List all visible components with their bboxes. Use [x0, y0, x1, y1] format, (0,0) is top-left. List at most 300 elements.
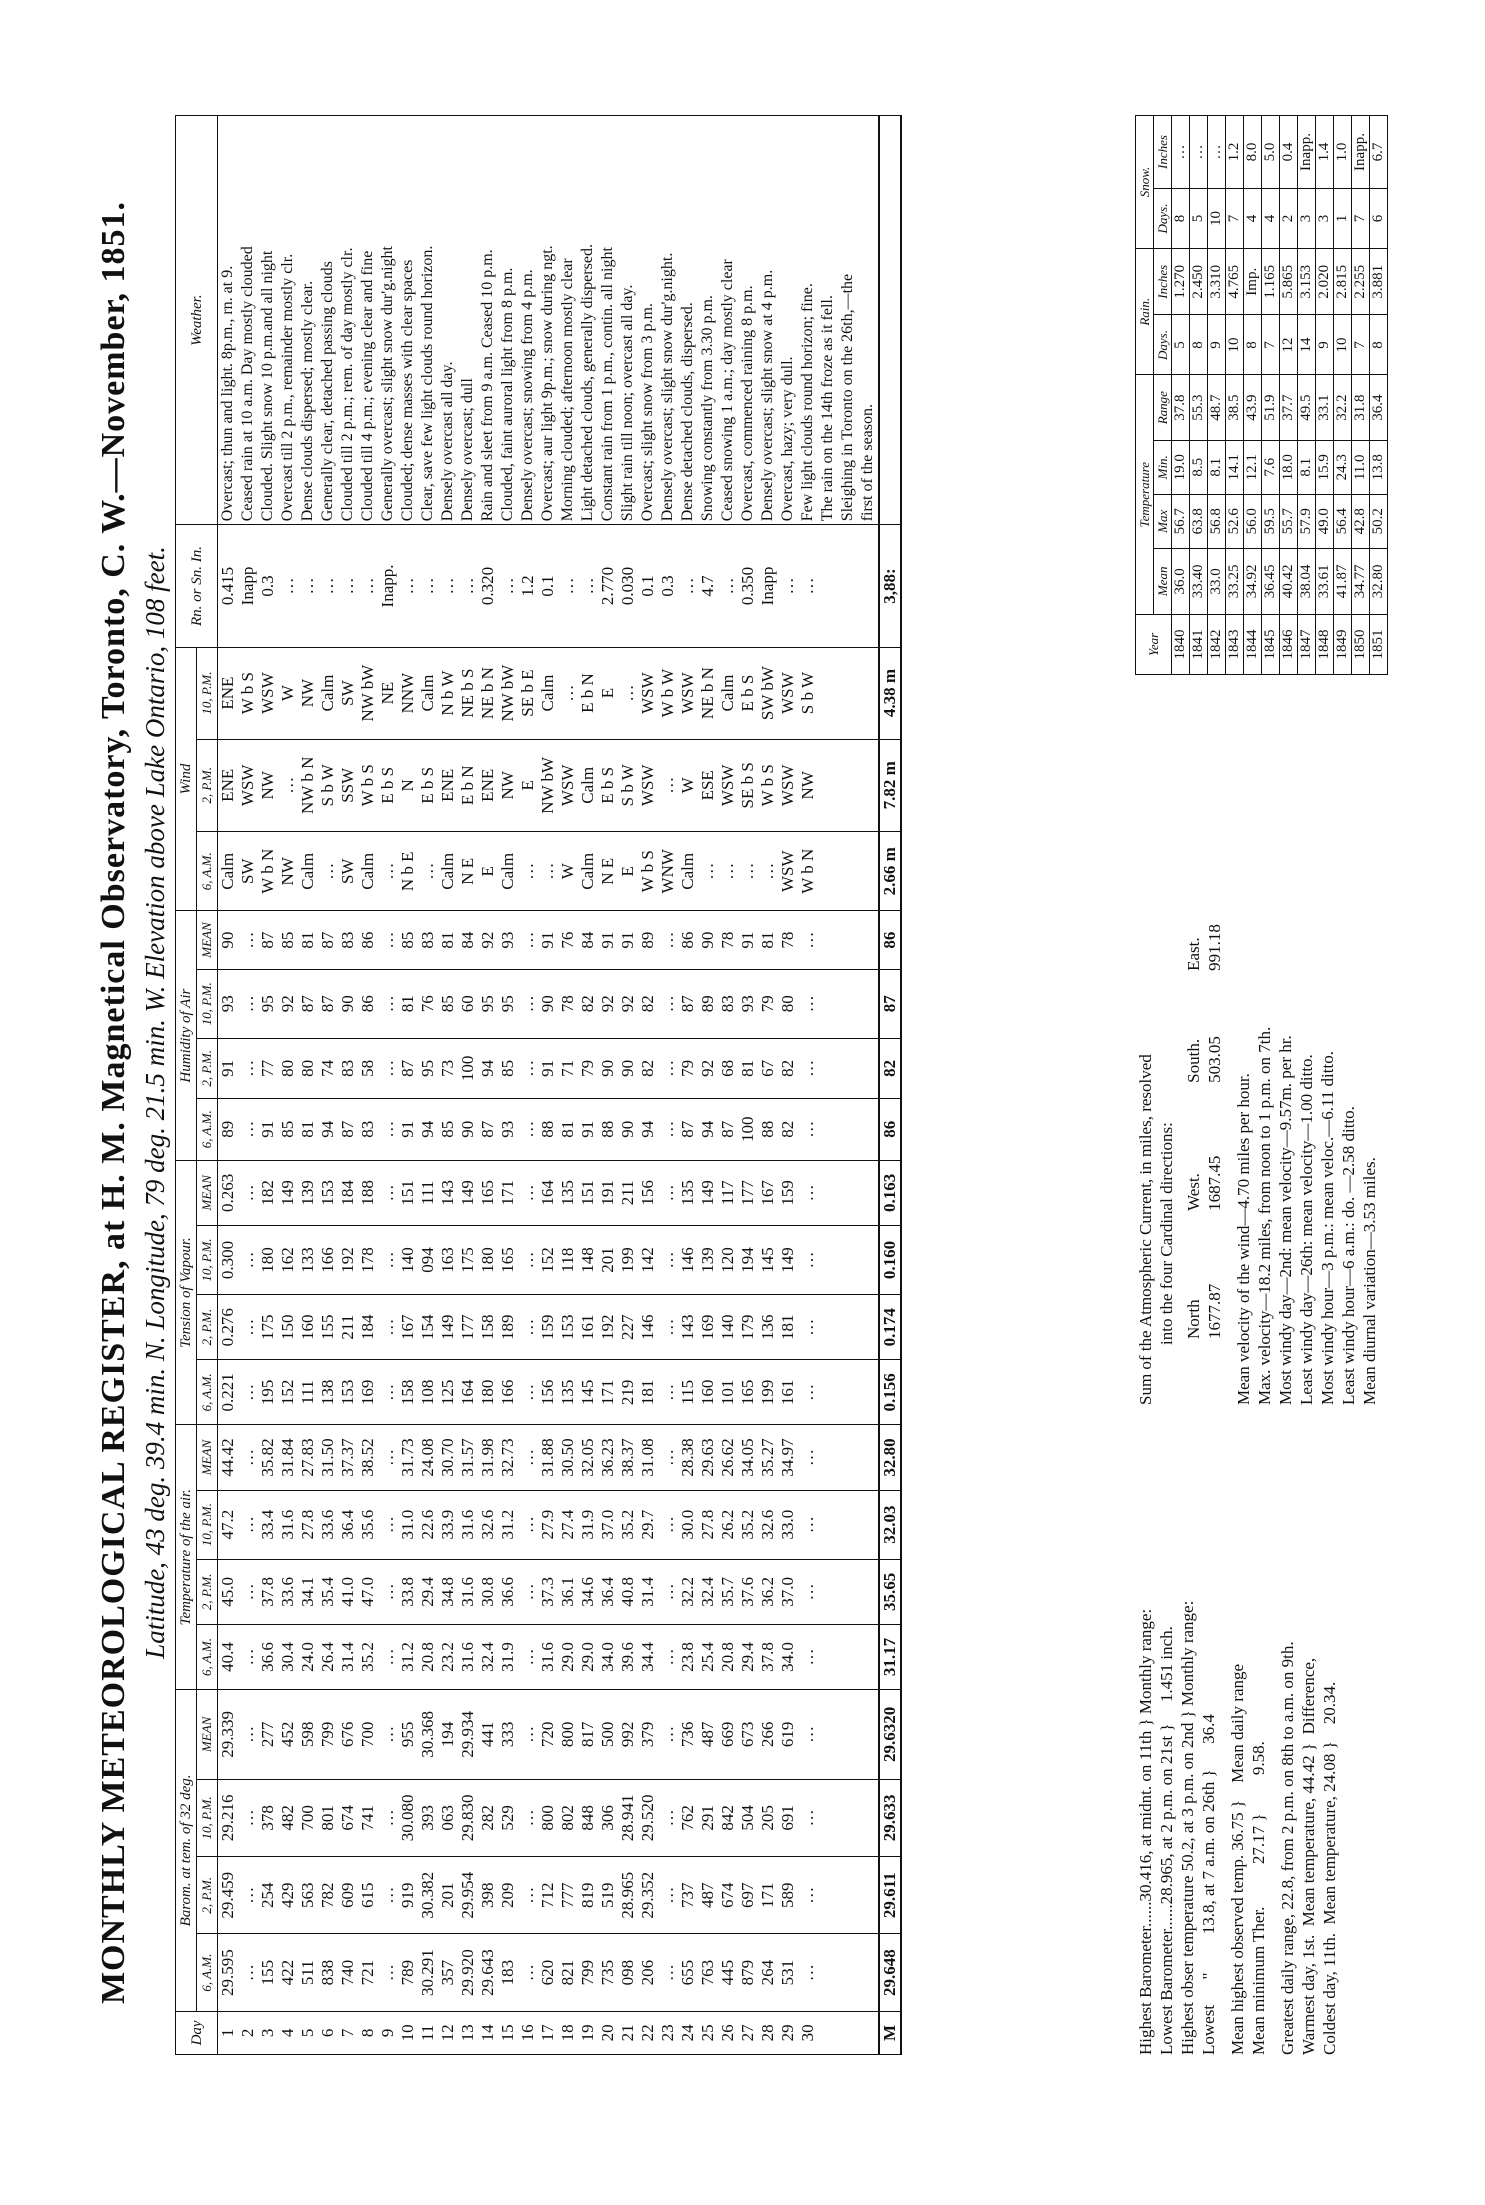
table-cell: 37.0	[778, 1559, 798, 1624]
comparison-row	[1280, 116, 1298, 675]
table-cell	[838, 1098, 858, 1160]
table-cell: 164	[538, 1160, 558, 1225]
weather-cell: Dense detached clouds, dispersed.	[678, 116, 698, 525]
table-cell: Inapp	[238, 525, 258, 647]
comparison-cell: 10	[1208, 189, 1226, 249]
table-cell: …	[618, 647, 638, 739]
table-cell: …	[798, 1425, 818, 1490]
wind-summary-line: Most windy hour—3 p.m.: mean veloc.—6.11 ditto.	[1318, 1051, 1337, 1405]
table-cell: 189	[498, 1295, 518, 1360]
table-cell: WSW	[558, 739, 578, 832]
table-cell: 201	[438, 1857, 458, 1934]
table-cell: 19	[578, 2011, 598, 2054]
table-cell	[838, 1779, 858, 1856]
col-header: 10, P.M.	[197, 969, 218, 1038]
comparison-cell: 7	[1352, 189, 1370, 249]
col-header: Days.	[1154, 315, 1172, 375]
table-cell	[818, 1225, 838, 1294]
table-cell: 139	[698, 1225, 718, 1294]
table-cell: 821	[558, 1934, 578, 2011]
table-cell: 152	[278, 1360, 298, 1425]
table-cell: 149	[458, 1160, 478, 1225]
table-cell: 777	[558, 1857, 578, 1934]
table-cell: 142	[638, 1225, 658, 1294]
table-cell: Calm	[578, 832, 598, 911]
table-cell: 188	[358, 1160, 378, 1225]
table-cell: NW bW	[358, 647, 378, 739]
table-cell: SW	[338, 832, 358, 911]
comparison-cell: 2.450	[1190, 249, 1208, 315]
comparison-cell: 32.2	[1334, 375, 1352, 440]
comparison-row	[1172, 116, 1190, 675]
table-cell	[838, 1038, 858, 1098]
table-cell: 34.0	[778, 1624, 798, 1689]
table-cell: …	[658, 1038, 678, 1098]
total-cell: M	[879, 2011, 901, 2054]
table-cell: 206	[638, 1934, 658, 2011]
table-row	[278, 116, 298, 2055]
table-cell: 32.73	[498, 1425, 518, 1490]
comparison-cell: 8.0	[1244, 116, 1262, 189]
comparison-cell: 56.8	[1208, 494, 1226, 548]
table-cell: 94	[478, 1038, 498, 1098]
table-cell: 94	[418, 1098, 438, 1160]
table-cell: 0.320	[478, 525, 498, 647]
total-cell: 0.156	[879, 1360, 901, 1425]
col-header: 6, A.M.	[197, 1360, 218, 1425]
comparison-cell: 4	[1244, 189, 1262, 249]
table-cell: 29	[778, 2011, 798, 2054]
table-cell	[838, 2011, 858, 2054]
table-cell	[838, 1295, 858, 1360]
comparison-cell: 3.153	[1298, 249, 1316, 315]
table-cell: 676	[338, 1690, 358, 1780]
table-cell: 504	[738, 1779, 758, 1856]
table-cell: 598	[298, 1690, 318, 1780]
table-cell: …	[798, 1160, 818, 1225]
comparison-cell: 31.8	[1352, 375, 1370, 440]
table-cell: 33.4	[258, 1490, 278, 1559]
table-row	[418, 116, 438, 2055]
col-header: 10, P.M.	[197, 1779, 218, 1856]
table-cell: ENE	[218, 647, 239, 739]
table-cell: …	[238, 1559, 258, 1624]
table-cell: WSW	[718, 739, 738, 832]
table-cell: 3	[258, 2011, 278, 2054]
table-cell: 180	[258, 1225, 278, 1294]
table-cell: 32.4	[478, 1624, 498, 1689]
comparison-cell: 1849	[1334, 614, 1352, 674]
table-cell: 16	[518, 2011, 538, 2054]
table-cell: 29.643	[478, 1934, 498, 2011]
table-cell	[858, 1425, 879, 1490]
table-cell: 31.08	[638, 1425, 658, 1490]
table-cell: W b N	[258, 832, 278, 911]
table-cell: 0.263	[218, 1160, 239, 1225]
table-cell: 82	[638, 1038, 658, 1098]
table-cell: 171	[498, 1160, 518, 1225]
table-cell: 801	[318, 1779, 338, 1856]
temp-header: Temperature	[1136, 375, 1154, 614]
weather-cell: Dense clouds dispersed; mostly clear.	[298, 116, 318, 525]
comparison-cell: 33.61	[1316, 548, 1334, 614]
table-cell: W b S	[758, 739, 778, 832]
col-header: 10, P.M.	[197, 1225, 218, 1294]
table-cell: 90	[618, 1038, 638, 1098]
table-cell: 80	[298, 1038, 318, 1098]
comparison-cell: 40.42	[1280, 548, 1298, 614]
table-cell	[838, 1225, 858, 1294]
table-cell: Calm	[538, 647, 558, 739]
table-cell: 94	[638, 1098, 658, 1160]
table-cell: …	[658, 1225, 678, 1294]
comparison-cell: 5	[1172, 315, 1190, 375]
table-cell: 158	[478, 1295, 498, 1360]
table-cell: 91	[538, 1038, 558, 1098]
comparison-cell: 7	[1262, 315, 1280, 375]
table-cell: 73	[438, 1038, 458, 1098]
comparison-cell: 8	[1190, 315, 1208, 375]
comparison-cell: 0.4	[1280, 116, 1298, 189]
table-row	[258, 116, 278, 2055]
table-cell: …	[658, 1490, 678, 1559]
table-cell: 151	[398, 1160, 418, 1225]
table-cell: 40.8	[618, 1559, 638, 1624]
table-cell: 85	[438, 1098, 458, 1160]
table-cell: 91	[578, 1098, 598, 1160]
table-cell: 32.6	[478, 1490, 498, 1559]
table-cell: 782	[318, 1857, 338, 1934]
table-cell: Calm	[418, 647, 438, 739]
table-cell: N	[398, 739, 418, 832]
table-cell: 89	[638, 911, 658, 969]
table-cell: 135	[558, 1160, 578, 1225]
comparison-cell: 33.40	[1190, 548, 1208, 614]
table-cell: 277	[258, 1690, 278, 1780]
table-cell: NE b N	[478, 647, 498, 739]
table-cell: …	[538, 832, 558, 911]
table-cell: 27.9	[538, 1490, 558, 1559]
table-cell	[818, 1624, 838, 1689]
table-cell: 848	[578, 1779, 598, 1856]
comparison-cell: 49.0	[1316, 494, 1334, 548]
year-header: Year	[1136, 614, 1172, 674]
table-row	[838, 116, 858, 2055]
col-header: MEAN	[197, 1425, 218, 1490]
table-cell: 155	[318, 1295, 338, 1360]
table-cell: E b S	[378, 739, 398, 832]
direction-label: East.	[1184, 937, 1203, 971]
table-cell: …	[798, 525, 818, 647]
table-cell: 619	[778, 1690, 798, 1780]
comparison-cell: 1843	[1226, 614, 1244, 674]
table-cell: SSW	[338, 739, 358, 832]
table-cell: 80	[778, 969, 798, 1038]
temperature-header: Temperature of the air.	[176, 1425, 197, 1690]
table-cell: 60	[458, 969, 478, 1038]
table-cell: …	[238, 1690, 258, 1780]
table-cell: …	[758, 832, 778, 911]
table-cell: 135	[558, 1360, 578, 1425]
table-cell: …	[378, 1559, 398, 1624]
table-cell	[818, 1425, 838, 1490]
table-cell: 7	[338, 2011, 358, 2054]
table-cell: SW	[238, 832, 258, 911]
table-cell: WSW	[678, 647, 698, 739]
table-cell: WSW	[638, 739, 658, 832]
table-cell: ENE	[478, 739, 498, 832]
weather-cell: Densely overcast; slight snow dur'g.night.	[658, 116, 678, 525]
weather-cell: Slight rain till noon; overcast all day.	[618, 116, 638, 525]
table-cell: 30.368	[418, 1690, 438, 1780]
comparison-cell: 1850	[1352, 614, 1370, 674]
table-cell: 22	[638, 2011, 658, 2054]
table-cell: …	[578, 525, 598, 647]
table-cell: 1.2	[518, 525, 538, 647]
table-cell: WSW	[258, 647, 278, 739]
total-cell: 87	[879, 969, 901, 1038]
table-cell	[838, 1690, 858, 1780]
comparison-cell: 8.1	[1208, 440, 1226, 494]
table-row	[398, 116, 418, 2055]
table-cell: 87	[478, 1098, 498, 1160]
col-header: Min.	[1154, 440, 1172, 494]
table-cell: 29.595	[218, 1934, 239, 2011]
table-cell: 31.4	[638, 1559, 658, 1624]
table-cell: 90	[698, 911, 718, 969]
table-cell: 609	[338, 1857, 358, 1934]
table-cell: N E	[458, 832, 478, 911]
table-cell: N b E	[398, 832, 418, 911]
table-cell: 87	[258, 911, 278, 969]
summary-line: Coldest day, 11th. Mean temperature, 24.08 } 20.34.	[1320, 1681, 1339, 2055]
table-cell: NE b S	[458, 647, 478, 739]
table-cell: 94	[698, 1098, 718, 1160]
comparison-table	[1135, 115, 1388, 675]
table-cell: 166	[318, 1225, 338, 1294]
table-cell: 79	[678, 1038, 698, 1098]
table-cell: 88	[758, 1098, 778, 1160]
table-cell: 95	[478, 969, 498, 1038]
col-header: 10, P.M.	[197, 647, 218, 739]
table-cell: 620	[538, 1934, 558, 2011]
table-cell: 9	[378, 2011, 398, 2054]
table-cell: 58	[358, 1038, 378, 1098]
weather-cell: Clouded till 4 p.m.; evening clear and fine	[358, 116, 378, 525]
table-cell: 737	[678, 1857, 698, 1934]
table-cell: 31.6	[458, 1559, 478, 1624]
table-cell	[818, 1857, 838, 1934]
table-cell	[818, 647, 838, 739]
table-cell: Calm	[578, 739, 598, 832]
totals-row	[879, 116, 901, 2055]
table-cell: 84	[578, 911, 598, 969]
table-cell: …	[658, 1360, 678, 1425]
table-cell: 95	[258, 969, 278, 1038]
summary-section	[1135, 115, 1465, 2055]
table-cell: 291	[698, 1779, 718, 1856]
table-cell: …	[798, 1690, 818, 1780]
table-cell: 85	[398, 911, 418, 969]
table-cell: …	[518, 1490, 538, 1559]
comparison-cell: 1844	[1244, 614, 1262, 674]
table-cell: …	[378, 1690, 398, 1780]
table-cell: 41.0	[338, 1559, 358, 1624]
table-cell: 164	[458, 1360, 478, 1425]
table-cell: 44.42	[218, 1425, 239, 1490]
table-cell: 83	[338, 911, 358, 969]
table-cell: 25	[698, 2011, 718, 2054]
comparison-cell: 55.7	[1280, 494, 1298, 548]
table-cell: 165	[498, 1225, 518, 1294]
table-cell: 563	[298, 1857, 318, 1934]
table-cell: 47.0	[358, 1559, 378, 1624]
table-cell: 34.8	[438, 1559, 458, 1624]
table-cell: 179	[738, 1295, 758, 1360]
wind-summary-line: Mean diurnal variation—3.53 miles.	[1360, 1157, 1379, 1405]
table-cell: ENE	[438, 739, 458, 832]
table-cell: 098	[618, 1934, 638, 2011]
table-cell: 87	[338, 1098, 358, 1160]
table-cell: 145	[578, 1360, 598, 1425]
table-cell: …	[518, 1425, 538, 1490]
table-cell: 838	[318, 1934, 338, 2011]
table-cell: 36.23	[598, 1425, 618, 1490]
comparison-cell: 52.6	[1226, 494, 1244, 548]
table-cell: …	[238, 1360, 258, 1425]
table-cell	[818, 1934, 838, 2011]
table-cell: 81	[298, 911, 318, 969]
table-cell	[858, 1690, 879, 1780]
total-cell: 86	[879, 911, 901, 969]
table-cell	[858, 1490, 879, 1559]
table-cell: 100	[458, 1038, 478, 1098]
table-cell: 146	[678, 1225, 698, 1294]
table-cell: 153	[558, 1295, 578, 1360]
table-cell	[838, 1934, 858, 2011]
table-cell: 87	[718, 1098, 738, 1160]
table-cell: 34.0	[598, 1624, 618, 1689]
table-cell: Inapp	[758, 525, 778, 647]
table-cell: 30.70	[438, 1425, 458, 1490]
table-cell: NW b N	[298, 739, 318, 832]
weather-cell: Densely overcast all day.	[438, 116, 458, 525]
table-cell: 169	[358, 1360, 378, 1425]
table-cell: 393	[418, 1779, 438, 1856]
table-cell: …	[798, 1098, 818, 1160]
table-cell: 145	[758, 1225, 778, 1294]
table-cell	[858, 1225, 879, 1294]
col-header: Inches	[1154, 249, 1172, 315]
comparison-cell: 34.77	[1352, 548, 1370, 614]
table-cell: 169	[698, 1295, 718, 1360]
table-cell: S b W	[318, 739, 338, 832]
table-cell: 800	[558, 1690, 578, 1780]
wind-summary-line: Least windy day—26th: mean velocity—1.00 ditto.	[1297, 1054, 1316, 1405]
table-cell: 81	[438, 911, 458, 969]
table-cell: 85	[278, 1098, 298, 1160]
comparison-cell: 33.0	[1208, 548, 1226, 614]
table-cell: 37.8	[258, 1559, 278, 1624]
table-cell	[858, 525, 879, 647]
comparison-cell: 1840	[1172, 614, 1190, 674]
table-cell: 31.84	[278, 1425, 298, 1490]
table-cell: 171	[758, 1857, 778, 1934]
table-cell: Calm	[218, 832, 239, 911]
table-row	[658, 116, 678, 2055]
table-cell: NW	[798, 739, 818, 832]
table-cell: 30.080	[398, 1779, 418, 1856]
table-cell: …	[658, 1857, 678, 1934]
table-cell: 735	[598, 1934, 618, 2011]
table-cell: 154	[418, 1295, 438, 1360]
table-cell: 31.6	[458, 1624, 478, 1689]
table-cell: …	[378, 1425, 398, 1490]
comparison-cell: Inapp.	[1352, 116, 1370, 189]
comparison-cell: 5	[1190, 189, 1208, 249]
table-cell: 28	[758, 2011, 778, 2054]
table-cell: Inapp.	[378, 525, 398, 647]
table-cell: 29.339	[218, 1690, 239, 1780]
table-cell: 800	[538, 1779, 558, 1856]
table-cell: 33.8	[398, 1559, 418, 1624]
table-cell: 82	[778, 1098, 798, 1160]
comparison-cell: 13.8	[1370, 440, 1388, 494]
comparison-cell: 36.4	[1370, 375, 1388, 440]
table-cell: …	[238, 1225, 258, 1294]
col-header: 6, A.M.	[197, 1624, 218, 1689]
table-row	[378, 116, 398, 2055]
table-cell: …	[238, 1038, 258, 1098]
table-cell: 11	[418, 2011, 438, 2054]
table-cell: …	[238, 969, 258, 1038]
comparison-row	[1334, 116, 1352, 675]
comparison-cell: 48.7	[1208, 375, 1226, 440]
table-cell: 674	[718, 1857, 738, 1934]
table-cell: 175	[258, 1295, 278, 1360]
table-cell: 20.8	[418, 1624, 438, 1689]
table-cell: 100	[738, 1098, 758, 1160]
table-cell: 79	[758, 969, 778, 1038]
table-cell: Calm	[298, 832, 318, 911]
table-cell: 87	[318, 969, 338, 1038]
table-cell	[838, 911, 858, 969]
comparison-cell: 8	[1244, 315, 1262, 375]
table-cell: 86	[678, 911, 698, 969]
comparison-cell: 59.5	[1262, 494, 1280, 548]
table-cell	[838, 739, 858, 832]
table-cell	[818, 1160, 838, 1225]
table-row	[558, 116, 578, 2055]
table-cell: 152	[538, 1225, 558, 1294]
barometer-header: Barom. at tem. of 32 deg.	[176, 1690, 197, 2012]
table-cell: NE b N	[698, 647, 718, 739]
table-cell: WSW	[778, 647, 798, 739]
table-cell: S b W	[798, 647, 818, 739]
table-cell: 31.2	[398, 1624, 418, 1689]
table-cell: Calm	[718, 647, 738, 739]
weather-cell: Few light clouds round horizon; fine.	[798, 116, 818, 525]
page-subtitle: Latitude, 43 deg. 39.4 min. N. Longitude, 79 deg. 21.5 min. W. Elevation above Lake Ontario, 108 feet.	[140, 546, 170, 1659]
table-cell: …	[378, 1160, 398, 1225]
comparison-cell: Inapp.	[1298, 116, 1316, 189]
table-cell: SE b S	[738, 739, 758, 832]
comparison-cell: 19.0	[1172, 440, 1190, 494]
table-row	[458, 116, 478, 2055]
table-cell: 81	[738, 1038, 758, 1098]
table-cell: …	[378, 911, 398, 969]
table-cell: 740	[338, 1934, 358, 2011]
